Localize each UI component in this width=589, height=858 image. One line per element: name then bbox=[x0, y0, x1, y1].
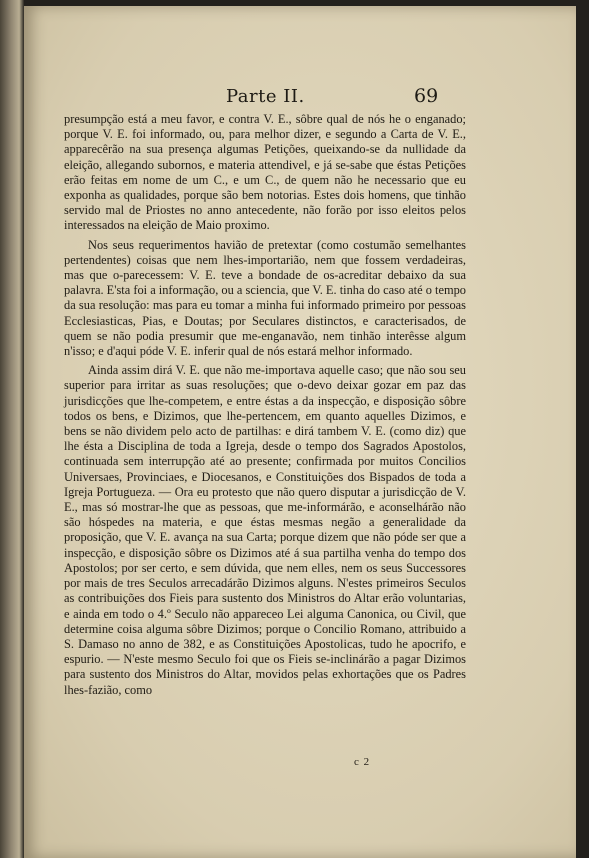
paragraph-2: Nos seus requerimentos havião de pretextar (como costumão semelhantes pertendentes) coisas que nem lhes-importarião, nem que fossem verdadeiras, mas que o-parecessem: V. E. teve a bondade de os-acreditar debaixo da sua palavra. E'sta foi a informação, ou a sciencia, que V. E. tinha do caso até o tempo da sua resolução: mas para eu tomar a minha fui informado primeiro por pessoas Ecclesiasticas, Pias, e Doutas; por Seculares distinctos, e caracterisados, de quem se não podia presumir que me-enganavão, nem tinhão interêsse algum n'isso; e d'aqui póde V. E. inferir qual de nós estará melhor informado. bbox=[64, 237, 466, 359]
paragraph-1: presumpção está a meu favor, e contra V. E., sôbre qual de nós he o enganado; porque V. E. foi informado, ou, para melhor dizer, e segundo a Carta de V. E., apparecêrão na sua presença algumas Petições, queixando-se da nullidade da eleição, allegando subornos, e materia attendivel, e já se-sabe que éstas Petições erão feitas em nome de um C., e um C., de quem não he necessario que eu exponha as qualidades, porque são bem notorias. Estes dois homens, que tinhão servido mal de Priostes no anno antecedente, não forão por isso eleitos pelos interessados na eleição de Maio proximo. bbox=[64, 112, 466, 233]
body-text bbox=[64, 112, 466, 702]
page-number: 69 bbox=[414, 85, 439, 107]
book-page bbox=[24, 6, 576, 858]
signature-mark: c 2 bbox=[354, 756, 371, 768]
previous-page-edge bbox=[0, 0, 24, 858]
paragraph-3: Ainda assim dirá V. E. que não me-importava aquelle caso; que não sou seu superior para irritar as suas resoluções; que o-devo deixar gozar em paz das jurisdicções que lhe-competem, e entre éstas a da inspecção, e disposição sôbre todos os bens, e Dizimos, que lhe-pertencem, em quanto aquelles Dizimos, e bens se não dividem pelo acto de partilhas: e dirá tambem V. E. (como diz) que lhe ésta a Disciplina de toda a Igreja, desde o tempo dos Sagrados Apostolos, continuada sem interrupção até ao presente; confirmada por muitos Concilios Universaes, Provinciaes, e Diocesanos, e Constituições dos Bispados de toda a Igreja Portugueza. — Ora eu protesto que não quero disputar a jurisdicção de V. E., mas só mostrar-lhe que as pessoas, que me-informárão, e aconselhárão não são hóspedes na materia, e que éstas mesmas negão a generalidade da proposição, que V. E. avança na sua Carta; porque dizem que não póde ser que a inspecção, e disposição sôbre os Dizimos até á sua partilha venha do tempo dos Apostolos; por ser certo, e sem dúvida, que nem elles, nem os seus Successores por mais de tres Seculos arrecadárão Dizimos alguns. N'estes primeiros Seculos as contribuições dos Fieis para sustento dos Ministros do Altar erão voluntarias, e ainda em todo o 4.º Seculo não appareceo Lei alguma Canonica, ou Civil, que determine coisa alguma sôbre Dizimos; porque o Concilio Romano, attribuido a S. Damaso no anno de 382, e as Constituições Apostolicas, tudo he apocrifo, e espurio. — N'este mesmo Seculo foi que os Fieis se-inclinárão a pagar Dizimos para sustento dos Ministros do Altar, movidos pelas exhortações que os Padres lhes-fazião, como bbox=[64, 363, 466, 697]
page-header bbox=[24, 86, 576, 112]
running-head: Parte II. bbox=[226, 86, 305, 107]
